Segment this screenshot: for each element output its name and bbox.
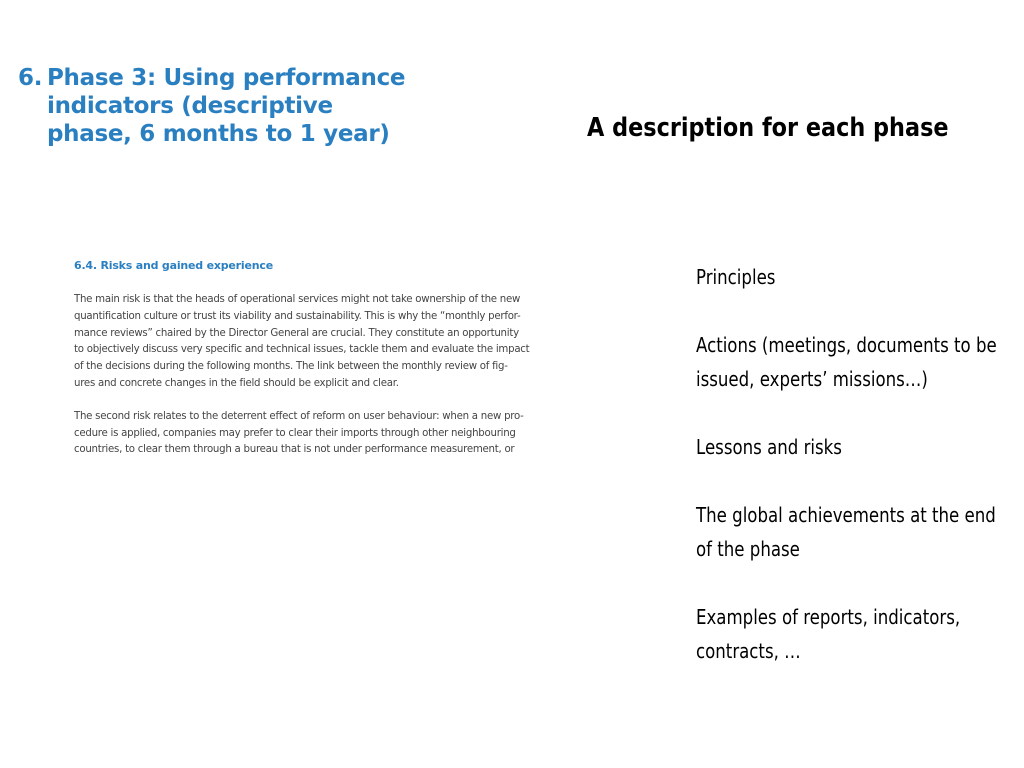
phase-number: 6. — [18, 65, 43, 91]
paragraph-line: countries, to clear them through a bureau that is not under performance measurement, or — [74, 444, 515, 456]
paragraph-line: mance reviews” chaired by the Director General are crucial. They constitute an opportunity — [74, 327, 519, 339]
list-item-line: Principles — [696, 265, 776, 289]
document-excerpt — [74, 258, 574, 475]
phase-heading-line-1 — [18, 64, 438, 92]
excerpt-paragraph-1 — [74, 292, 574, 393]
paragraph-line: quantification culture or trust its viability and sustainability. This is why the “monthly perfor- — [74, 310, 521, 322]
list-item-achievements — [696, 498, 1011, 566]
paragraph-line: The second risk relates to the deterrent effect of reform on user behaviour: when a new pro- — [74, 410, 524, 422]
list-item-principles — [696, 260, 1011, 294]
list-item-actions — [696, 328, 1011, 396]
list-item-line: Actions (meetings, documents to be — [696, 333, 997, 357]
paragraph-line: cedure is applied, companies may prefer to clear their imports through other neighbouring — [74, 427, 516, 439]
list-item-examples — [696, 600, 1011, 668]
list-item-line: contracts, … — [696, 639, 801, 663]
excerpt-heading: 6.4. Risks and gained experience — [74, 259, 273, 272]
paragraph-line: of the decisions during the following months. The link between the monthly review of fig- — [74, 361, 508, 373]
list-item-lessons — [696, 430, 1011, 464]
excerpt-paragraph-2 — [74, 409, 574, 459]
list-item-line: The global achievements at the end — [696, 503, 996, 527]
list-item-line: issued, experts’ missions…) — [696, 367, 928, 391]
slide-title: A description for each phase — [587, 113, 949, 143]
list-item-line: Examples of reports, indicators, — [696, 605, 961, 629]
paragraph-line: The main risk is that the heads of operational services might not take ownership of the new — [74, 294, 521, 305]
list-item-line: of the phase — [696, 537, 800, 561]
phase-heading-text-1: Phase 3: Using performance — [47, 65, 406, 91]
list-item-line: Lessons and risks — [696, 435, 842, 459]
paragraph-line: ures and concrete changes in the field should be explicit and clear. — [74, 377, 399, 389]
phase-heading — [18, 64, 438, 148]
paragraph-line: to objectively discuss very specific and technical issues, tackle them and evaluate the impact — [74, 344, 530, 356]
phase-heading-line-3: phase, 6 months to 1 year) — [47, 121, 390, 147]
phase-description-list — [696, 260, 1016, 702]
phase-heading-line-2: indicators (descriptive — [47, 93, 333, 119]
